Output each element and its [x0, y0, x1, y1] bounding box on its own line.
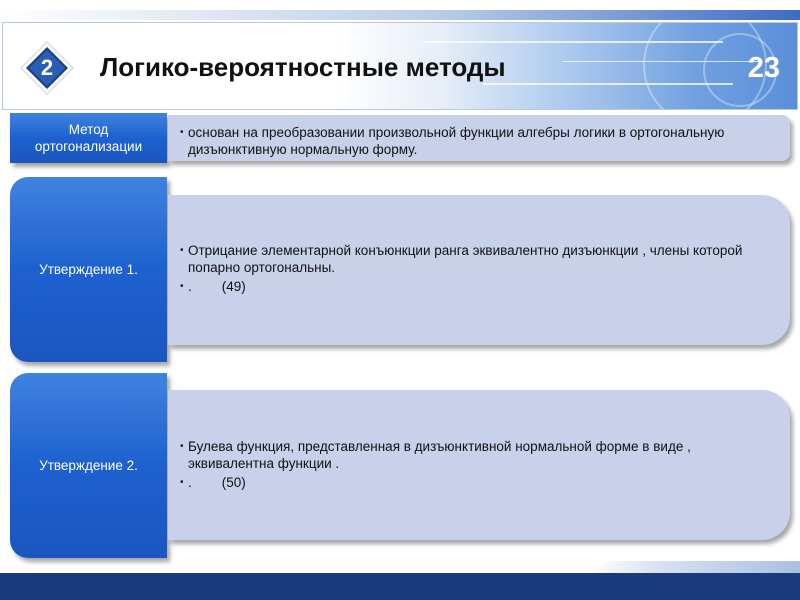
list-item [180, 124, 776, 158]
slide-header [0, 0, 800, 112]
bullet-icon: • [180, 441, 184, 452]
row-label-orthogonalization [10, 113, 167, 163]
bullet-icon: • [180, 127, 184, 138]
bullet-text: Булева функция, представленная в дизъюнктивной нормальной форме в виде , эквивалентна функции . [188, 439, 691, 471]
bullet-text: Отрицание элементарной конъюнкции ранга эквивалентно дизъюнкции , члены которой попарно ортогональны. [188, 243, 743, 275]
row-content-statement-1 [168, 195, 790, 345]
bullet-icon: • [180, 281, 184, 292]
page-title: Логико-вероятностные методы [100, 52, 506, 82]
section-number: 2 [40, 55, 54, 80]
bullet-icon: • [180, 245, 184, 256]
row-label-statement-1 [10, 177, 167, 362]
row-label-statement-2 [10, 373, 167, 558]
list-item [180, 474, 776, 491]
bullet-text: основан на преобразовании произвольной функции алгебры логики в ортогональную дизъюнктивную нормальную форму. [188, 125, 725, 157]
row-label-text: Утверждение 1. [39, 262, 138, 277]
formula-text: . (49) [188, 279, 246, 294]
row-content-orthogonalization [168, 115, 790, 161]
footer-accent-strip [590, 561, 800, 573]
formula-text: . (50) [188, 475, 246, 490]
header-top-bar [0, 10, 800, 20]
row-label-text: Утверждение 2. [39, 458, 138, 473]
row-content-statement-2 [168, 390, 790, 540]
row-label-text: Метод ортогонализации [34, 122, 143, 154]
slide-footer [0, 573, 800, 600]
list-item [180, 242, 776, 276]
list-item [180, 278, 776, 295]
page-number: 23 [747, 52, 780, 84]
bullet-icon: • [180, 477, 184, 488]
list-item [180, 438, 776, 472]
